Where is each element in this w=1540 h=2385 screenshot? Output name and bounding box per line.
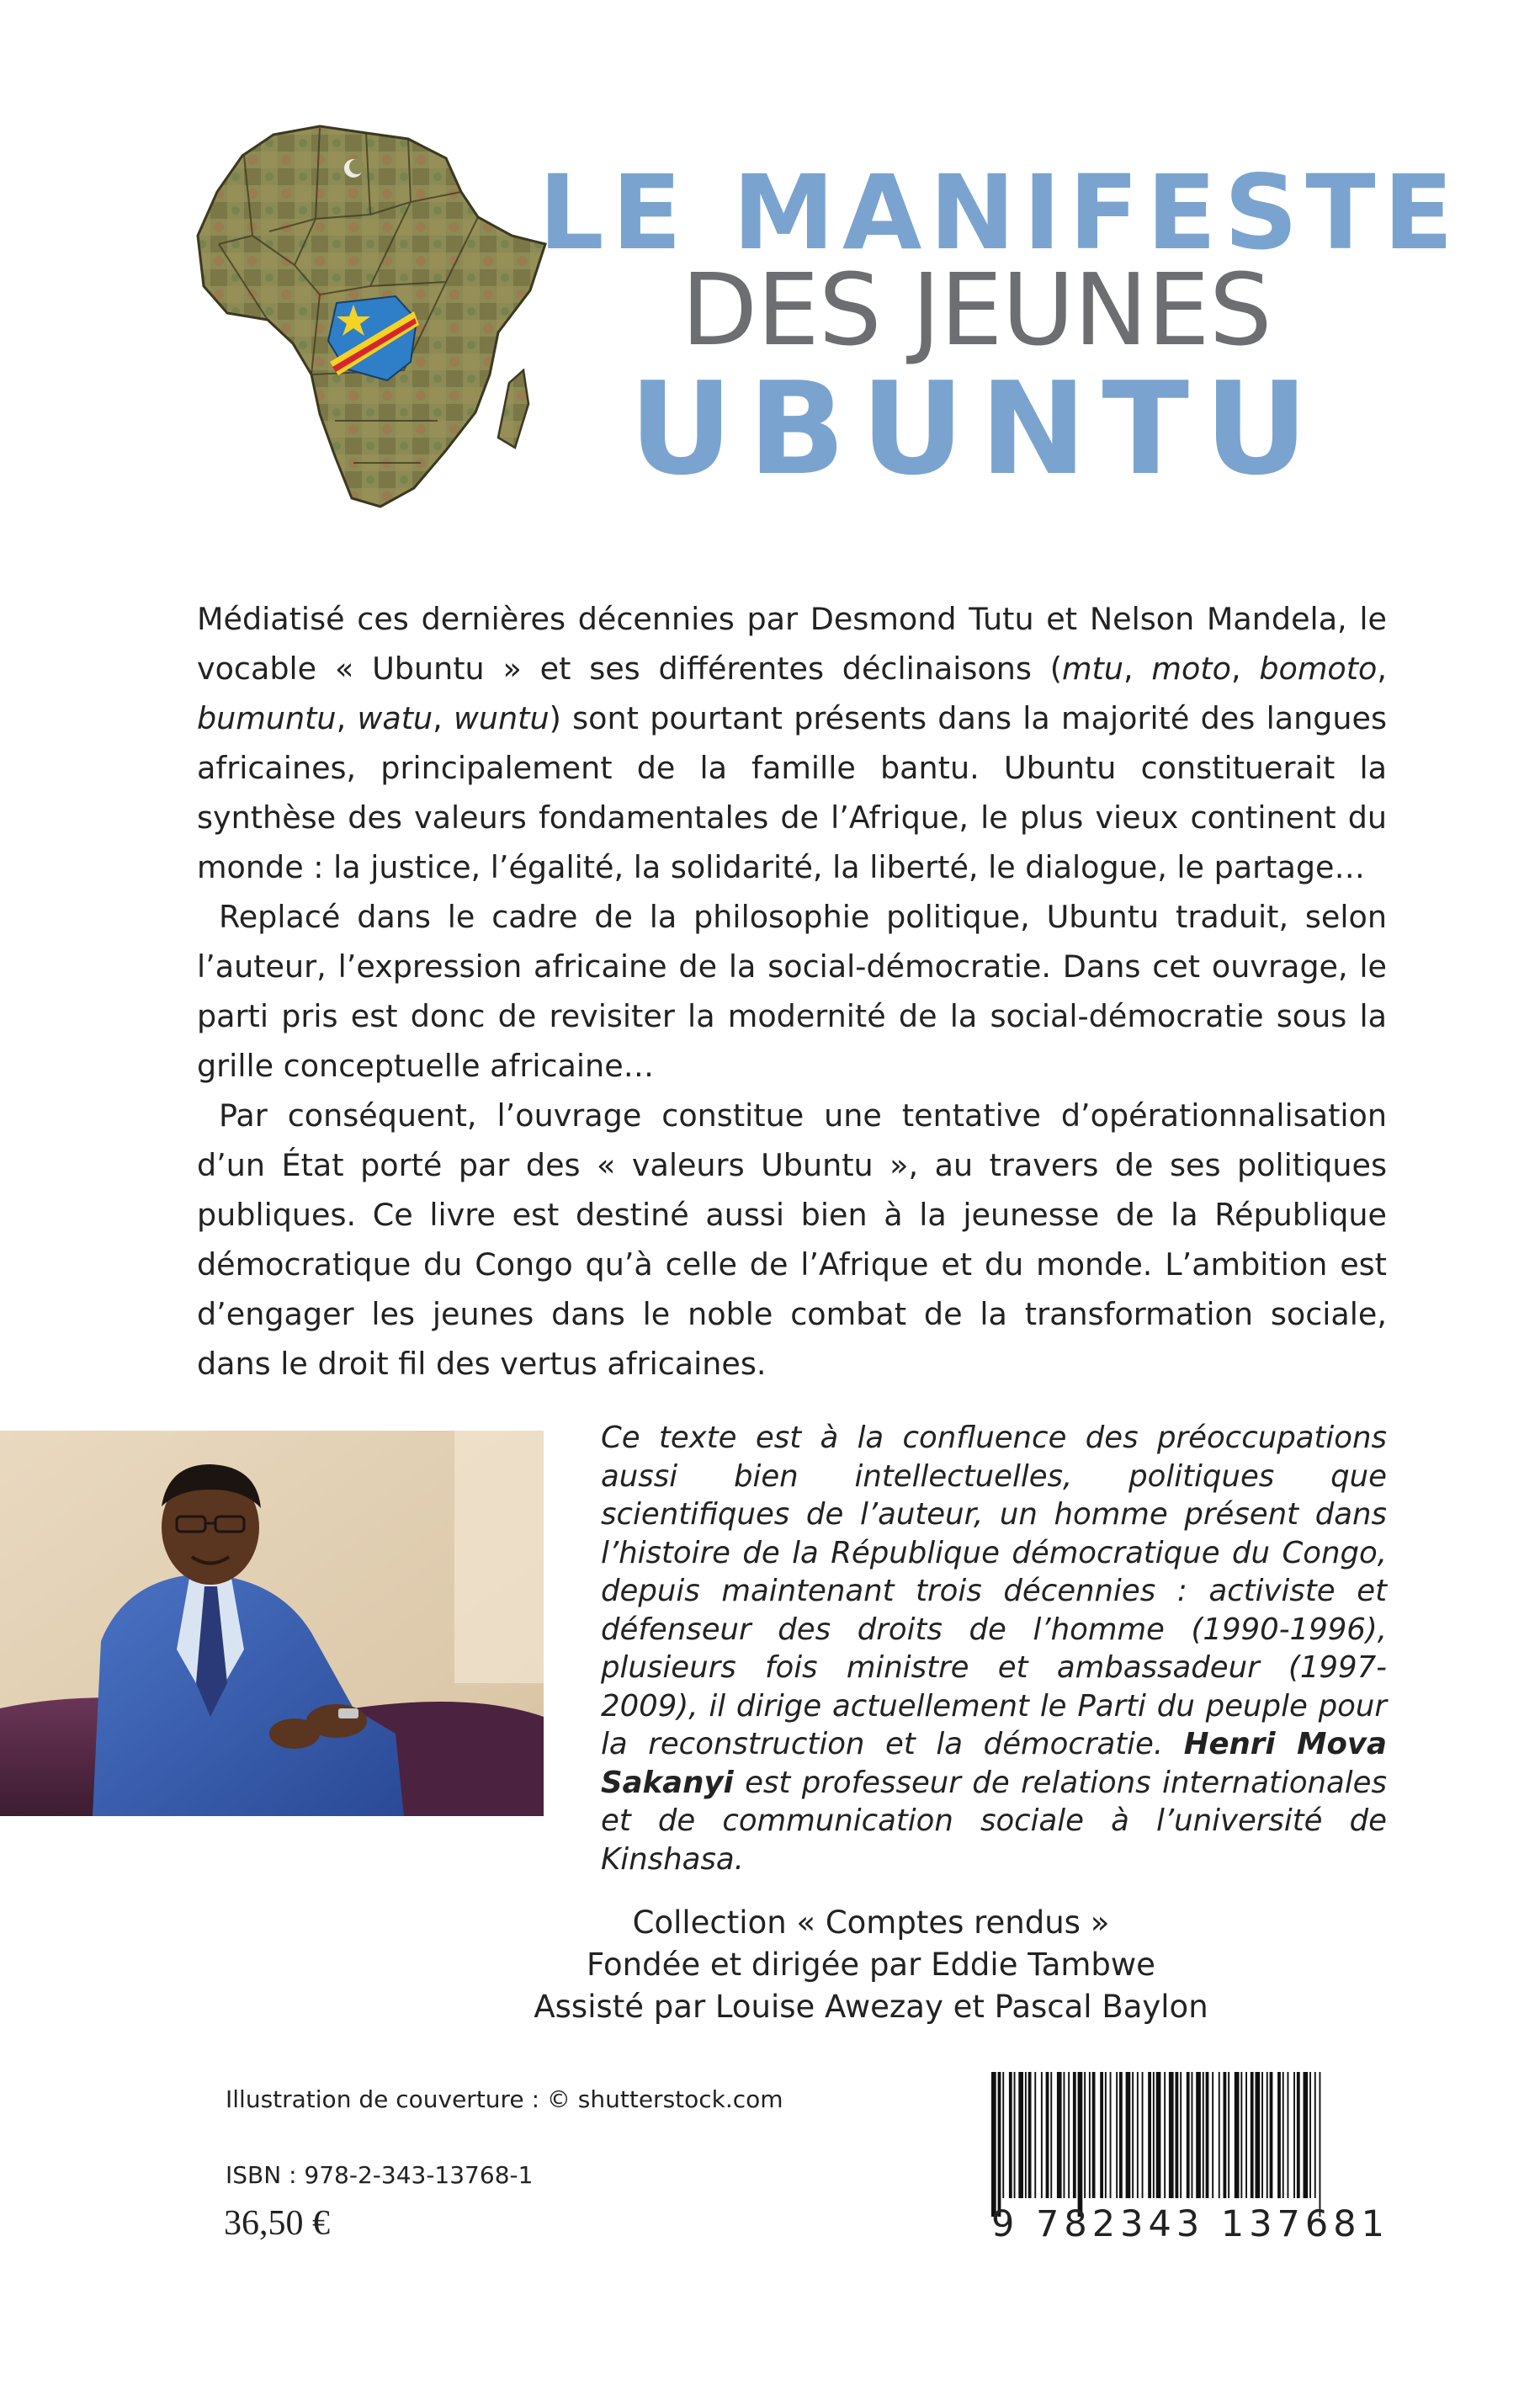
barcode-bar: [1196, 2072, 1201, 2198]
barcode-bar: [1180, 2072, 1182, 2198]
barcode-bar: [1105, 2072, 1107, 2198]
barcode-bar: [1126, 2072, 1131, 2198]
barcode-bar: [1309, 2072, 1311, 2198]
author-name: Henri Mova Sakanyi: [601, 1727, 1387, 1800]
title-line-3: UBUNTU: [629, 354, 1324, 503]
barcode-bar: [1240, 2072, 1242, 2198]
barcode-bar: [1261, 2072, 1263, 2198]
barcode-bar: [1034, 2072, 1036, 2198]
barcode-bar: [1251, 2072, 1254, 2198]
barcode-bar: [1116, 2072, 1118, 2198]
barcode-bar: [1119, 2072, 1123, 2198]
barcode-bar: [1277, 2072, 1281, 2198]
barcode-bar: [1110, 2072, 1112, 2198]
barcode-bar: [1089, 2072, 1091, 2198]
barcode-bar: [1212, 2072, 1213, 2198]
madagascar-shape: [498, 370, 528, 448]
barcode-bar: [1203, 2072, 1204, 2198]
barcode-bar: [1142, 2072, 1144, 2198]
barcode-bar: [1282, 2072, 1284, 2198]
barcode-bar: [1219, 2072, 1220, 2198]
barcode-bar: [1267, 2072, 1268, 2198]
barcode-bar: [991, 2072, 996, 2217]
barcode-bar: [1288, 2072, 1289, 2198]
barcode-bar: [1028, 2072, 1032, 2198]
isbn: ISBN : 978-2-343-13768-1: [226, 2161, 534, 2189]
barcode-bar: [1100, 2072, 1103, 2198]
summary-paragraph-3: Par conséquent, l’ouvrage constitue une tentative d’opérationnalisation d’un État porté par des « valeurs Ubuntu », au travers de ses politiques publiques. Ce livre est destiné aussi bien à la jeunesse de la République démocratique du Congo qu’à celle de l’Afrique et du monde. L’ambition est d’engager les jeunes dans le noble combat de la transformation sociale, dans le droit fil des vertus africaines.: [197, 1097, 1387, 1382]
title-line-2: DES JEUNES: [681, 252, 1272, 368]
price: 36,50 €: [224, 2204, 330, 2243]
barcode-bar: [1169, 2072, 1174, 2198]
barcode-bar: [1314, 2072, 1316, 2198]
author-photo: [0, 1431, 544, 1816]
barcode-bar: [1092, 2072, 1096, 2198]
barcode-bar: [1224, 2072, 1227, 2198]
barcode-bar: [1228, 2072, 1229, 2198]
summary-paragraph-2: Replacé dans le cadre de la philosophie politique, Ubuntu traduit, selon l’auteur, l’expression africaine de la social-démocratie. Dans cet ouvrage, le parti pris est donc de revisiter la modernité de la social-démocratie sous la grille conceptuelle africaine…: [197, 899, 1387, 1084]
barcode-bar: [1050, 2072, 1052, 2198]
barcode-bar: [1132, 2072, 1134, 2198]
barcode-icon: [990, 2072, 1326, 2217]
barcode-bar: [1156, 2072, 1161, 2198]
barcode-bar: [1064, 2072, 1065, 2198]
summary-paragraph-1: Médiatisé ces dernières décennies par Desmond Tutu et Nelson Mandela, le vocable « Ubuntu » et ses différentes déclinaisons (mtu, moto, bomoto, bumuntu, watu, wuntu) sont pourtant présents dans la majorité des langues africaines, principalement de la famille bantu. Ubuntu constituerait la synthèse des valeurs fondamentales de l’Afrique, le plus vieux continent du monde : la justice, l’égalité, la solidarité, la liberté, le dialogue, le partage…: [197, 601, 1387, 885]
barcode-bar: [1137, 2072, 1139, 2198]
collection-info: [286, 1902, 1456, 2028]
collection-name: Collection « Comptes rendus »: [632, 1904, 1110, 1941]
barcode-bar: [1192, 2072, 1193, 2198]
africa-map-icon: [194, 118, 547, 513]
barcode-bar: [1235, 2072, 1240, 2198]
barcode-bar: [1073, 2072, 1076, 2198]
barcode-bar: [1245, 2072, 1247, 2198]
barcode-bar: [1002, 2072, 1004, 2198]
barcode-bar: [1187, 2072, 1190, 2198]
barcode-bar: [1297, 2072, 1300, 2198]
barcode-bar: [1068, 2072, 1070, 2198]
barcode-bar: [1153, 2072, 1155, 2198]
title-line-1: LE MANIFESTE: [539, 153, 1461, 273]
barcode-bar: [1041, 2072, 1043, 2198]
barcode-bar: [998, 2072, 1001, 2217]
collection-assistants: Assisté par Louise Awezay et Pascal Baylon: [534, 1989, 1208, 2025]
barcode-bar: [1256, 2072, 1261, 2198]
barcode-bar: [1270, 2072, 1273, 2198]
barcode-bar: [1014, 2072, 1016, 2198]
barcode-bar: [1304, 2072, 1309, 2198]
barcode-bar: [1025, 2072, 1027, 2198]
collection-founder: Fondée et dirigée par Eddie Tambwe: [587, 1947, 1155, 1983]
barcode-bar: [1018, 2072, 1023, 2198]
barcode-bar: [1320, 2072, 1321, 2217]
barcode-bar: [1009, 2072, 1012, 2198]
barcode-bar: [1078, 2072, 1083, 2217]
author-bio: Ce texte est à la confluence des préoccupations aussi bien intellectuelles, politiques que scientifiques de l’auteur, un homme présent dans l’histoire de la République démocratique du Congo, depuis maintenant trois décennies : activiste et défenseur des droits de l’homme (1990-1996), plusieurs fois ministre et ambassadeur (1997-2009), il dirige actuellement le Parti du peuple pour la reconstruction et la démocratie. Henri Mova Sakanyi est professeur de relations internationales et de communication sociale à l’université de Kinshasa.: [601, 1421, 1387, 1877]
barcode-bar: [1057, 2072, 1062, 2198]
barcode-bar: [1084, 2072, 1086, 2198]
barcode-bar: [1046, 2072, 1049, 2198]
illustration-credit: Illustration de couverture : © shutterstock.com: [226, 2085, 783, 2113]
barcode-bar: [1293, 2072, 1295, 2198]
barcode-bar: [1176, 2072, 1179, 2198]
barcode-bar: [1206, 2072, 1209, 2198]
barcode-digits: 9 782343 137681: [991, 2203, 1389, 2245]
barcode-bar: [1148, 2072, 1151, 2198]
barcode-bar: [1164, 2072, 1166, 2198]
back-cover-summary: [197, 594, 1387, 1389]
